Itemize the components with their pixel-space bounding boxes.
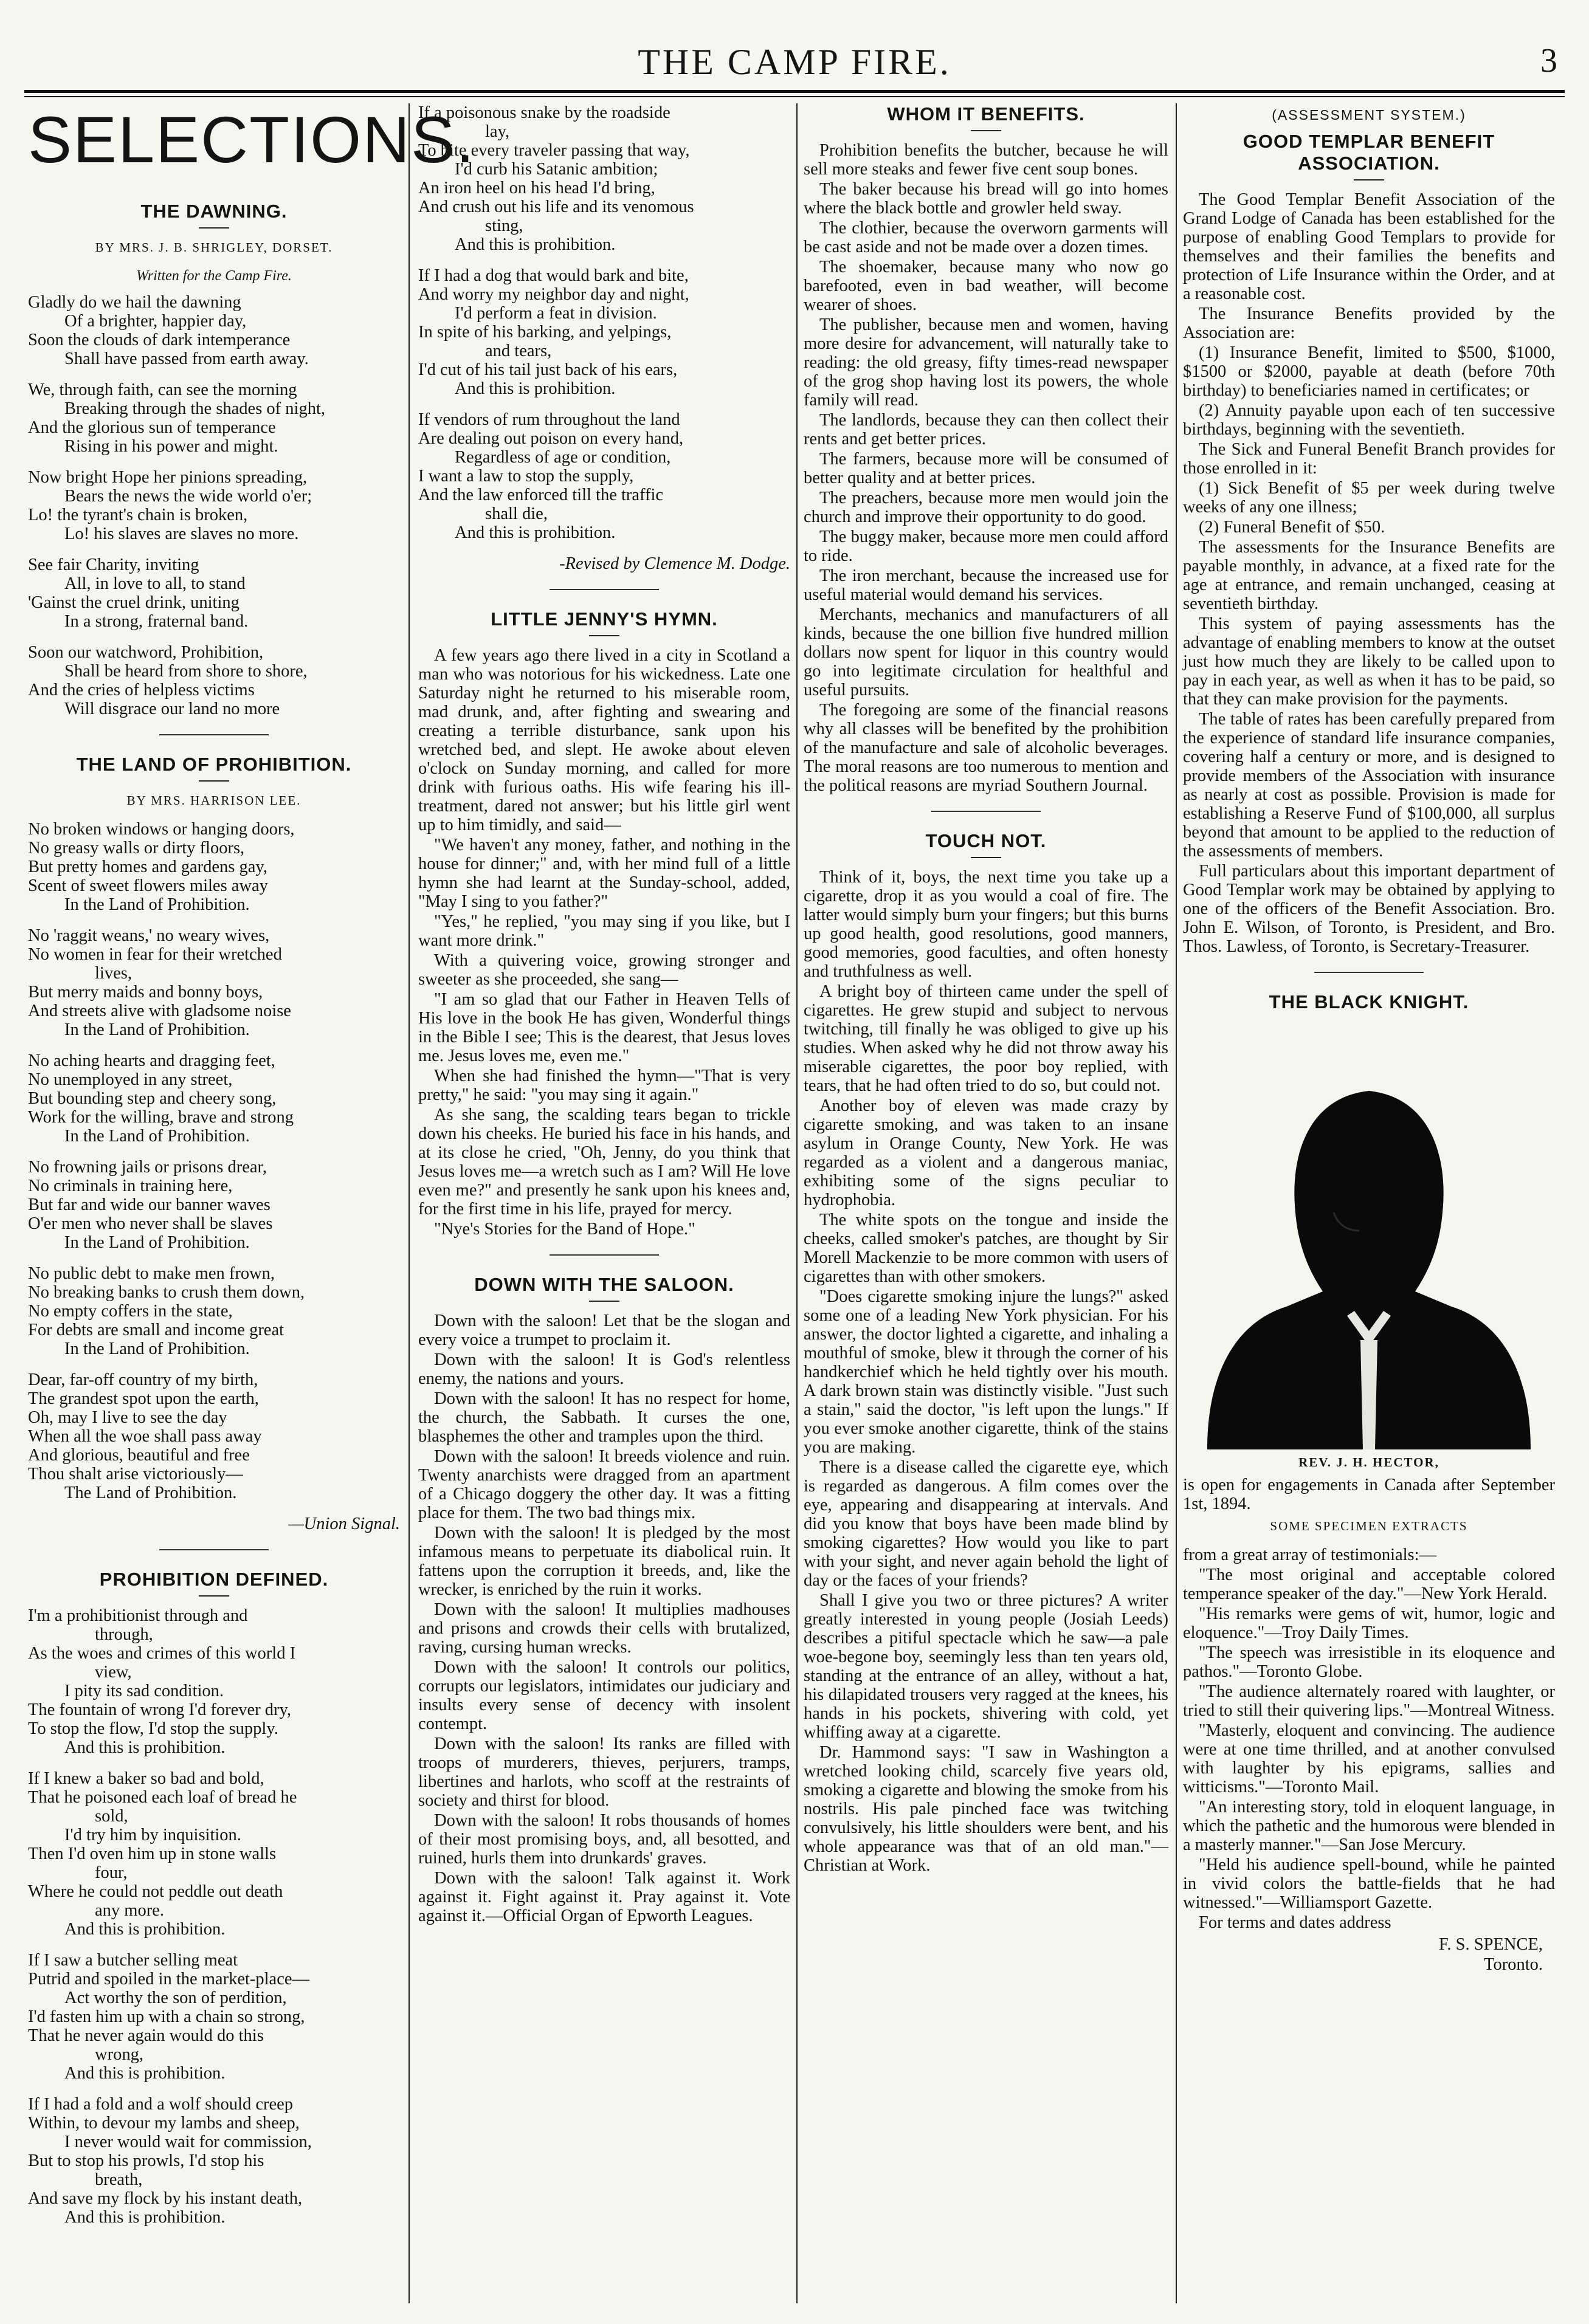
poem-line: If a poisonous snake by the roadside [418, 103, 670, 122]
poem-line: Within, to devour my lambs and sheep, [28, 2114, 300, 2133]
article-separator [931, 811, 1041, 812]
poem-line: If I knew a baker so bad and bold, [28, 1769, 264, 1788]
poem-line: When all the woe shall pass away [28, 1427, 262, 1446]
title-rule [199, 780, 229, 782]
article-body [804, 868, 1168, 1875]
title-rule [971, 857, 1001, 858]
poem-line: I'd cut of his tail just back of his ears, [418, 360, 678, 379]
paragraph: The assessments for the Insurance Benefits are payable monthly, in advance, at a fixed rate for the age at entrance, and remain unchanged, ceasing at seventieth birthday. [1183, 538, 1555, 613]
paragraph: The clothier, because the overworn garments will be cast aside and not be made over a dozen times. [804, 219, 1168, 256]
paragraph: "The audience alternately roared with laughter, or tried to still their quivering lips."—Montreal Witness. [1183, 1682, 1555, 1720]
poem-line: Dear, far-off country of my birth, [28, 1370, 258, 1389]
title-rule [1354, 179, 1384, 180]
stanza [28, 555, 400, 631]
poem-line: But far and wide our banner waves [28, 1195, 271, 1214]
article-body [418, 1312, 790, 1925]
stanza [28, 1951, 400, 2083]
poem-line: And glorious, beautiful and free [28, 1446, 250, 1465]
article-title: TOUCH NOT. [925, 830, 1047, 851]
paragraph: A few years ago there lived in a city in Scotland a man who was notorious for his wickedness. Late one Saturday night he returned to his miserable room, mad drunk, and, after fighting and swearing and creating a terrible disturbance, sank upon his wretched bed, and slept. He awoke about eleven o'clock on Sunday morning, and called for more drink with furious oaths. His wife fearing his ill-treatment, dared not answer; but his little girl went up to him timidly, and said— [418, 646, 790, 834]
poem-line: No frowning jails or prisons drear, [28, 1158, 267, 1177]
poem-line: But pretty homes and gardens gay, [28, 858, 267, 876]
poem-body [28, 820, 400, 1502]
stanza [28, 1769, 400, 1939]
poem-line: And the law enforced till the traffic [418, 486, 664, 504]
poem-line: But to stop his prowls, I'd stop his [28, 2151, 264, 2170]
poem-line: O'er men who never shall be slaves [28, 1214, 273, 1233]
extracts-heading: SOME SPECIMEN EXTRACTS [1270, 1519, 1468, 1533]
paragraph: "Masterly, eloquent and convincing. The audience were at one time thrilled, and at another convulsed with laughter by his epigrams, sallies and witticisms."—Toronto Mail. [1183, 1721, 1555, 1796]
testimonials-intro: from a great array of testimonials:— [1183, 1545, 1437, 1564]
paragraph: "Yes," he replied, "you may sing if you like, but I want more drink." [418, 912, 790, 950]
poem-line: And this is prohibition. [64, 1920, 226, 1939]
stanza [418, 103, 790, 254]
poem-line: If I had a dog that would bark and bite, [418, 266, 689, 285]
poem-body [28, 1606, 400, 2227]
poem-line: If vendors of rum throughout the land [418, 410, 680, 429]
paragraph: The foregoing are some of the financial reasons why all classes will be benefited by the prohibition of the manufacture and sale of alcoholic beverages. The moral reasons are too numerous to mention and the political reasons are myriad Southern Journal. [804, 701, 1168, 795]
poem-line: I'd curb his Satanic ambition; [455, 160, 658, 179]
article-title: THE DAWNING. [140, 201, 288, 222]
poem-line: In a strong, fraternal band. [64, 612, 249, 631]
poem-line: And crush out his life and its venomous [418, 198, 694, 216]
poem-line: That he poisoned each loaf of bread he [28, 1788, 297, 1807]
poem-line: Work for the willing, brave and strong [28, 1108, 294, 1127]
paragraph: (2) Annuity payable upon each of ten successive birthdays, beginning with the seventieth. [1183, 401, 1555, 439]
poem-line: And this is prohibition. [455, 379, 616, 398]
poem-line: Lo! the tyrant's chain is broken, [28, 506, 248, 524]
article-body [804, 141, 1168, 795]
stanza [28, 1370, 400, 1502]
poem-line: Will disgrace our land no more [64, 700, 280, 718]
intro-paragraph: is open for engagements in Canada after September 1st, 1894. [1183, 1476, 1555, 1513]
poem-line: Where he could not peddle out death [28, 1882, 283, 1901]
title-rule [589, 635, 619, 636]
article-title: WHOM IT BENEFITS. [887, 103, 1085, 125]
paragraph: Full particulars about this important department of Good Templar work may be obtained by applying to one of the officers of the Benefit Association. Bro. John E. Wilson, of Toronto, is President, and Bro. Thos. Lawless, of Toronto, is Secretary-Treasurer. [1183, 862, 1555, 956]
paragraph: "I am so glad that our Father in Heaven Tells of His love in the book He has given, Wonderful things in the Bible I see; This is the dearest, that Jesus loves me. Jesus loves me, even me." [418, 990, 790, 1065]
paragraph: The farmers, because more will be consumed of better quality and at better prices. [804, 450, 1168, 487]
article-separator [159, 1549, 269, 1550]
poem-line: Of a brighter, happier day, [64, 312, 247, 331]
poem-line: Rising in his power and might. [64, 437, 278, 456]
paragraph: Down with the saloon! Let that be the slogan and every voice a trumpet to proclaim it. [418, 1312, 790, 1349]
poem-line: Then I'd oven him up in stone walls [28, 1844, 277, 1863]
header-rule [24, 90, 1565, 93]
poem-line: I pity its sad condition. [64, 1682, 224, 1700]
stanza [28, 293, 400, 368]
poem-line: No broken windows or hanging doors, [28, 820, 295, 839]
paragraph: Down with the saloon! It is pledged by the most infamous means to perpetuate its diabolical ruin. It fattens upon the corruption it breeds, and, like the wrecker, is enriched by the ruin it works. [418, 1524, 790, 1599]
paragraph: Prohibition benefits the butcher, because he will sell more steaks and fewer five cent soup bones. [804, 141, 1168, 179]
column-1 [28, 103, 476, 2303]
poem-line: For debts are small and income great [28, 1321, 284, 1339]
poem-line: four, [95, 1863, 128, 1882]
poem-line: wrong, [95, 2045, 143, 2064]
poem-line: No unemployed in any street, [28, 1070, 233, 1089]
poem-line: Are dealing out poison on every hand, [418, 429, 684, 448]
stanza [28, 643, 400, 718]
column-divider [1176, 103, 1177, 2303]
assessment-note: (ASSESSMENT SYSTEM.) [1272, 107, 1466, 123]
poem-line: 'Gainst the cruel drink, uniting [28, 593, 240, 612]
poem-line: And the glorious sun of temperance [28, 418, 276, 437]
written-for-note: Written for the Camp Fire. [136, 268, 292, 284]
paragraph: Down with the saloon! Talk against it. Work against it. Fight against it. Pray against it. Vote against it.—Official Organ of Epworth Leagues. [418, 1869, 790, 1925]
poem-line: Breaking through the shades of night, [64, 399, 326, 418]
poem-line: We, through faith, can see the morning [28, 380, 297, 399]
poem-line: And this is prohibition. [455, 523, 616, 542]
paragraph: "The speech was irresistible in its eloquence and pathos."—Toronto Globe. [1183, 1643, 1555, 1681]
stanza [28, 468, 400, 543]
poem-line: And save my flock by his instant death, [28, 2189, 303, 2208]
stanza [28, 1606, 400, 1757]
poem-line: Soon our watchword, Prohibition, [28, 643, 264, 662]
poem-line: Gladly do we hail the dawning [28, 293, 241, 312]
paragraph: "Does cigarette smoking injure the lungs?" asked some one of a leading New York physician. For his answer, the doctor lighted a cigarette, and inhaling a mouthful of smoke, blew it through the corner of his handkerchief which he held tightly over his mouth. A dark brown stain was distinctly visible. "Just such a stain," said the doctor, "is left upon the lungs." If you ever smoke another cigarette, think of the stains you are making. [804, 1287, 1168, 1457]
poem-line: shall die, [485, 504, 548, 523]
poem-line: And streets alive with gladsome noise [28, 1002, 291, 1020]
portrait-photo [1183, 1030, 1555, 1449]
paragraph: The shoemaker, because many who now go barefooted, even in bad weather, will become wearer of shoes. [804, 258, 1168, 314]
poem-line: All, in love to all, to stand [64, 574, 246, 593]
poem-line: That he never again would do this [28, 2026, 264, 2045]
poem-line: Shall have passed from earth away. [64, 349, 309, 368]
stanza [418, 410, 790, 542]
terms-line: For terms and dates address [1199, 1913, 1391, 1932]
poem-line: And this is prohibition. [455, 235, 616, 254]
paragraph: As she sang, the scalding tears began to trickle down his cheeks. He buried his face in his hands, and at its close he cried, "Oh, Jenny, do you think that Jesus loves me—a wretch such as I am? Will He love even me?" and presently he sank upon his knees and, for the first time in his life, prayed for mercy. [418, 1105, 790, 1219]
poem-line: view, [95, 1663, 132, 1682]
poem-line: sold, [95, 1807, 128, 1826]
poem-line: I'd fasten him up with a chain so strong, [28, 2007, 305, 2026]
poem-line: The fountain of wrong I'd forever dry, [28, 1700, 292, 1719]
paragraph: Down with the saloon! It robs thousands of homes of their most promising boys, and, all besotted, and ruined, hurls them into drunkards' graves. [418, 1811, 790, 1868]
stanza [28, 1264, 400, 1358]
poem-line: sting, [485, 216, 523, 235]
column-divider [796, 103, 798, 2303]
poem-body-continued [418, 103, 790, 542]
poem-line: and tears, [485, 342, 552, 360]
poem-line: No public debt to make men frown, [28, 1264, 275, 1283]
poem-line: And the cries of helpless victims [28, 681, 255, 700]
paragraph: Dr. Hammond says: "I saw in Washington a wretched looking child, scarcely five years old, smoking a cigarette and blowing the smoke from his nostrils. His pale pinched face was twitching convulsively, his little shoulders were bent, and his whole appearance was that of an old man."—Christian at Work. [804, 1743, 1168, 1875]
poem-line: If I had a fold and a wolf should creep [28, 2095, 294, 2114]
column-3 [804, 103, 1168, 2303]
page-number: 3 [1540, 42, 1557, 80]
article-title: THE BLACK KNIGHT. [1269, 991, 1469, 1012]
poem-line: As the woes and crimes of this world I [28, 1644, 296, 1663]
article-body [1183, 190, 1555, 956]
portrait-image [1183, 1030, 1555, 1449]
column-4 [1183, 103, 1555, 2303]
poem-line: To bite every traveler passing that way, [418, 141, 690, 160]
paragraph: Down with the saloon! It controls our politics, corrupts our legislators, intimidates our judiciary and insults every sense of decency with insolent contempt. [418, 1658, 790, 1733]
title-rule [199, 227, 229, 229]
byline: BY MRS. J. B. SHRIGLEY, DORSET. [95, 240, 333, 255]
poem-line: The Land of Prohibition. [64, 1483, 237, 1502]
newspaper-title: THE CAMP FIRE. [638, 42, 951, 82]
section-title: SELECTIONS. [28, 103, 476, 176]
paragraph: Shall I give you two or three pictures? A writer greatly interested in young people (Josiah Leeds) describes a pitiful spectacle which he saw—a pale woe-begone boy, seemingly less than ten years old, standing at the entrance of an alley, without a hat, his dilapidated trousers very ragged at the knees, his hands in his pockets, shivering with cold, yet whiffing away at a cigarette. [804, 1591, 1168, 1742]
paragraph: "Held his audience spell-bound, while he painted in vivid colors the battle-fields that he had witnessed."—Williamsport Gazette. [1183, 1855, 1555, 1912]
poem-body [28, 293, 400, 718]
article-separator [1314, 972, 1424, 973]
poem-line: Putrid and spoiled in the market-place— [28, 1970, 309, 1989]
poem-line: I'd try him by inquisition. [64, 1826, 241, 1844]
paragraph: (2) Funeral Benefit of $50. [1199, 518, 1385, 537]
poem-line: Bears the news the wide world o'er; [64, 487, 312, 506]
poem-line: I'd perform a feat in division. [455, 304, 657, 323]
article-title: DOWN WITH THE SALOON. [474, 1274, 734, 1295]
paragraph: When she had finished the hymn—"That is very pretty," he said: "you may sing it again." [418, 1067, 790, 1104]
poem-line: And this is prohibition. [64, 2064, 226, 2083]
poem-line: But merry maids and bonny boys, [28, 983, 263, 1002]
paragraph: The table of rates has been carefully prepared from the experience of standard life insurance companies, covering half a century or more, and is designed to provide members of the Association with insurance as nearly at cost as possible. Provision is made for establishing a Reserve Fund of $100,000, all surplus beyond that amount to be applied to the reduction of the assessments of members. [1183, 710, 1555, 861]
poem-line: No greasy walls or dirty floors, [28, 839, 245, 858]
poem-line: And this is prohibition. [64, 2208, 226, 2227]
paragraph: "An interesting story, told in eloquent language, in which the pathetic and the humorous were blended in a masterly manner."—San Jose Mercury. [1183, 1798, 1555, 1854]
poem-line: To stop the flow, I'd stop the supply. [28, 1719, 278, 1738]
poem-line: In the Land of Prohibition. [64, 895, 250, 914]
title-rule [589, 1301, 619, 1302]
poem-line: any more. [95, 1901, 164, 1920]
poem-line: The grandest spot upon the earth, [28, 1389, 259, 1408]
poem-line: If I saw a butcher selling meat [28, 1951, 238, 1970]
poem-line: breath, [95, 2170, 143, 2189]
stanza [28, 926, 400, 1039]
paragraph: The Insurance Benefits provided by the Association are: [1183, 304, 1555, 342]
column-divider [408, 103, 410, 2303]
paragraph: Merchants, mechanics and manufacturers of all kinds, because the one billion five hundred million dollars now spent for liquor in this country would go into legitimate circulation for healthful and useful pursuits. [804, 605, 1168, 700]
poem-line: Oh, may I live to see the day [28, 1408, 227, 1427]
testimonials [1183, 1566, 1555, 1912]
poem-line: No criminals in training here, [28, 1177, 233, 1195]
signature-name: F. S. SPENCE, [1438, 1935, 1543, 1954]
byline: BY MRS. HARRISON LEE. [126, 793, 302, 808]
poem-line: In the Land of Prohibition. [64, 1127, 250, 1146]
header-rule-thin [24, 96, 1565, 97]
poem-line: No women in fear for their wretched [28, 945, 282, 964]
poem-line: No breaking banks to crush them down, [28, 1283, 305, 1302]
poem-line: An iron heel on his head I'd bring, [418, 179, 655, 198]
poem-line: In the Land of Prohibition. [64, 1020, 250, 1039]
poem-line: But bounding step and cheery song, [28, 1089, 277, 1108]
poem-line: Lo! his slaves are slaves no more. [64, 524, 299, 543]
paragraph: Another boy of eleven was made crazy by cigarette smoking, and was taken to an insane asylum in Orange County, New York. He was regarded as a violent and a dangerous maniac, exhibiting some of the signs peculiar to hydrophobia. [804, 1096, 1168, 1209]
paragraph: (1) Insurance Benefit, limited to $500, $1000, $1500 or $2000, payable at death (before 70th birthday) to beneficiaries named in certificates; or [1183, 343, 1555, 400]
paragraph: The white spots on the tongue and inside the cheeks, called smoker's patches, are thought by Sir Morell Mackenzie to be more common with users of cigarettes than with other smokers. [804, 1211, 1168, 1286]
paragraph: Down with the saloon! It has no respect for home, the church, the Sabbath. It curses the one, blasphemes the other and tramples upon the third. [418, 1389, 790, 1446]
poem-line: Soon the clouds of dark intemperance [28, 331, 291, 349]
poem-line: No aching hearts and dragging feet, [28, 1051, 275, 1070]
paragraph: A bright boy of thirteen came under the spell of cigarettes. He grew stupid and subject to nervous twitching, till finally he was obliged to give up his studies. When asked why he did not throw away his miserable cigarettes, the poor boy replied, with tears, that he had often tried to do so, but could not. [804, 982, 1168, 1095]
stanza [28, 2095, 400, 2227]
article-separator [550, 1254, 659, 1256]
stanza [28, 1051, 400, 1146]
paragraph: (1) Sick Benefit of $5 per week during twelve weeks of any one illness; [1183, 479, 1555, 517]
paragraph: The landlords, because they can then collect their rents and get better prices. [804, 411, 1168, 449]
paragraph: The iron merchant, because the increased use for useful material would demand his services. [804, 566, 1168, 604]
stanza [28, 380, 400, 456]
source-credit: -Revised by Clemence M. Dodge. [559, 554, 790, 573]
paragraph: "His remarks were gems of wit, humor, logic and eloquence."—Troy Daily Times. [1183, 1604, 1555, 1642]
poem-line: In spite of his barking, and yelpings, [418, 323, 672, 342]
poem-line: Shall be heard from shore to shore, [64, 662, 308, 681]
article-title: GOOD TEMPLAR BENEFIT ASSOCIATION. [1243, 131, 1495, 174]
paragraph: The publisher, because men and women, having more desire for advancement, will naturally take to reading: the old greasy, fifty times-read newspaper of the grog shop having lost its powers, the whole family will read. [804, 315, 1168, 410]
poem-line: And this is prohibition. [64, 1738, 226, 1757]
paragraph: The buggy maker, because more men could afford to ride. [804, 528, 1168, 565]
poem-line: I never would wait for commission, [64, 2133, 312, 2151]
poem-line: lives, [95, 964, 132, 983]
poem-line: In the Land of Prohibition. [64, 1339, 250, 1358]
article-separator [159, 734, 269, 735]
poem-line: Now bright Hope her pinions spreading, [28, 468, 308, 487]
poem-line: No 'raggit weans,' no weary wives, [28, 926, 270, 945]
stanza [28, 820, 400, 914]
poem-line: lay, [485, 122, 510, 141]
poem-line: through, [95, 1625, 153, 1644]
paragraph: The preachers, because more men would join the church and improve their opportunity to do good. [804, 489, 1168, 526]
poem-line: Scent of sweet flowers miles away [28, 876, 268, 895]
poem-line: And worry my neighbor day and night, [418, 285, 689, 304]
signature-city: Toronto. [1484, 1955, 1543, 1974]
stanza [418, 266, 790, 398]
paragraph: The Sick and Funeral Benefit Branch provides for those enrolled in it: [1183, 440, 1555, 478]
poem-line: I'm a prohibitionist through and [28, 1606, 248, 1625]
poem-line: Thou shalt arise victoriously— [28, 1465, 243, 1483]
paragraph: "We haven't any money, father, and nothing in the house for dinner;" and, with her mind full of a little hymn she had learnt at the Sunday-school, added, "May I sing to you father?" [418, 836, 790, 911]
paragraph: Down with the saloon! It breeds violence and ruin. Twenty anarchists were dragged from an apartment of a Chicago doggery the other day. It was a fitting place for them. The two bad things mix. [418, 1447, 790, 1522]
paragraph: Down with the saloon! It multiplies madhouses and prisons and crowds their cells with brutalized, raving, cursing human wrecks. [418, 1600, 790, 1657]
stanza [28, 1158, 400, 1252]
title-rule [199, 1595, 229, 1597]
article-title: LITTLE JENNY'S HYMN. [491, 608, 718, 630]
poem-line: Regardless of age or condition, [455, 448, 671, 467]
title-rule [971, 130, 1001, 131]
article-title: THE LAND OF PROHIBITION. [76, 754, 352, 775]
paragraph: "Nye's Stories for the Band of Hope." [434, 1220, 695, 1239]
paragraph: This system of paying assessments has the advantage of enabling members to know at the outset just how much they are likely to be called upon to pay in each year, as well as when it has to be paid, so that they can make provision for the payments. [1183, 614, 1555, 709]
paragraph: The Good Templar Benefit Association of the Grand Lodge of Canada has been established for the purpose of enabling Good Templars to provide for themselves and their families the benefits and protection of Life Insurance within the Order, and at a reasonable cost. [1183, 190, 1555, 303]
portrait-caption: REV. J. H. HECTOR, [1298, 1455, 1439, 1470]
article-separator [550, 589, 659, 590]
article-title: PROHIBITION DEFINED. [99, 1569, 329, 1590]
poem-line: In the Land of Prohibition. [64, 1233, 250, 1252]
paragraph: Down with the saloon! It is God's relentless enemy, the nations and yours. [418, 1350, 790, 1388]
poem-line: I want a law to stop the supply, [418, 467, 634, 486]
column-2 [418, 103, 790, 2303]
poem-line: Act worthy the son of perdition, [64, 1989, 287, 2007]
paragraph: With a quivering voice, growing stronger and sweeter as she proceeded, she sang— [418, 951, 790, 989]
source-credit: —Union Signal. [288, 1514, 400, 1533]
article-body [418, 646, 790, 1239]
paragraph: Down with the saloon! Its ranks are filled with troops of murderers, thieves, perjurers, tramps, libertines and harlots, who scoff at the restraints of society and thirst for blood. [418, 1734, 790, 1810]
poem-line: See fair Charity, inviting [28, 555, 199, 574]
paragraph: There is a disease called the cigarette eye, which is regarded as dangerous. A film comes over the eye, appearing and disappearing at intervals. And did you know that boys have been made blind by smoking cigarettes? How would you like to part with your sight, and never again behold the light of day or the faces of your friends? [804, 1458, 1168, 1590]
paragraph: The baker because his bread will go into homes where the black bottle and growler held sway. [804, 180, 1168, 218]
signature-block [1183, 1934, 1543, 1975]
poem-line: No empty coffers in the state, [28, 1302, 233, 1321]
paragraph: "The most original and acceptable colored temperance speaker of the day."—New York Herald. [1183, 1566, 1555, 1603]
paragraph: Think of it, boys, the next time you take up a cigarette, drop it as you would a coal of fire. The latter would simply burn your fingers; but this burns up good health, good resolutions, good manners, good memories, good faculties, and often honesty and truthfulness as well. [804, 868, 1168, 981]
page-header [24, 17, 1565, 90]
